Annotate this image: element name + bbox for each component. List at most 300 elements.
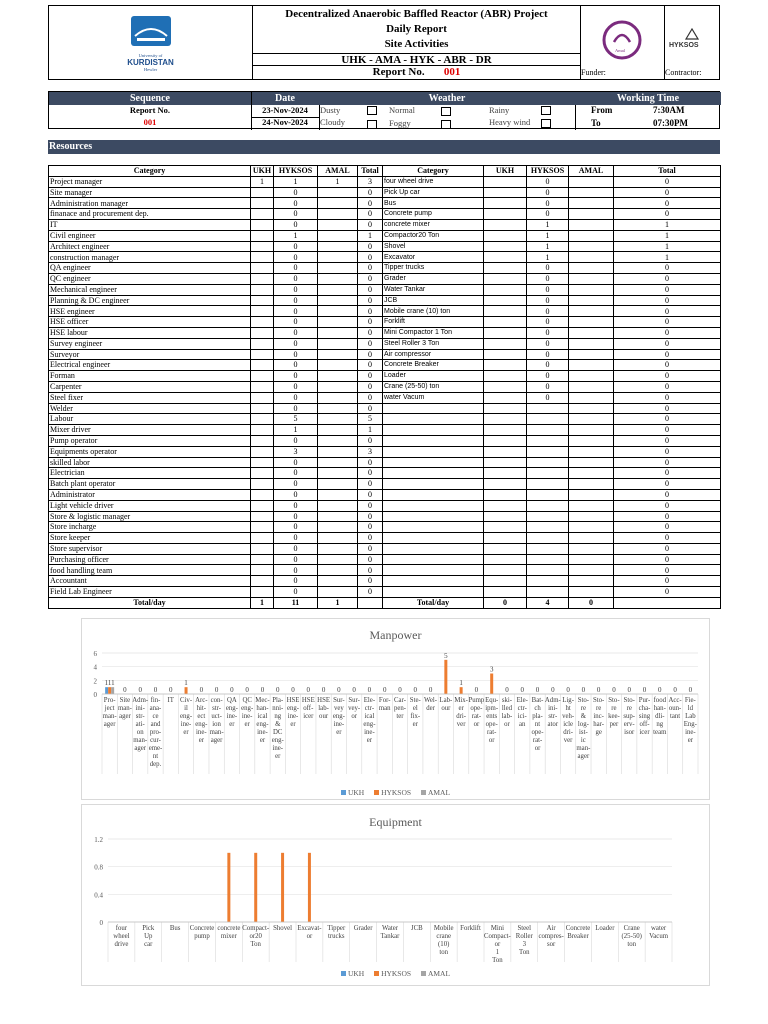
manpower-value: 0 <box>358 306 383 317</box>
equipment-value <box>484 295 527 306</box>
table-row <box>49 317 721 328</box>
report-section: Site Activities <box>384 38 449 50</box>
manpower-value: 0 <box>358 381 383 392</box>
manpower-category: QC engineer <box>49 273 251 284</box>
manpower-value <box>251 198 274 209</box>
table-row <box>49 468 721 479</box>
hyksos-logo-text: HYKSOS <box>669 42 699 49</box>
manpower-value <box>318 403 358 414</box>
total-value <box>358 597 383 608</box>
equipment-category: Water Tankar <box>383 284 484 295</box>
category-label: Pump ope-rat-or <box>468 697 485 728</box>
manpower-value: 1 <box>251 176 274 187</box>
manpower-category: Store incharge <box>49 522 251 533</box>
equipment-value <box>484 327 527 338</box>
equipment-value <box>569 209 614 220</box>
date-end: 24-Nov-2024 <box>262 117 308 127</box>
equipment-value: 0 <box>527 295 569 306</box>
table-row <box>49 176 721 187</box>
manpower-value: 0 <box>274 522 318 533</box>
equipment-category: Grader <box>383 273 484 284</box>
manpower-value: 0 <box>358 360 383 371</box>
manpower-category: Store supervisor <box>49 543 251 554</box>
manpower-value <box>318 479 358 490</box>
equipment-value: 0 <box>614 338 721 349</box>
equipment-value: 0 <box>527 327 569 338</box>
bar-hyksos <box>281 853 284 922</box>
resources-bar: Resources <box>48 140 720 154</box>
manpower-category: food handling team <box>49 565 251 576</box>
category-label: Acc-oun-tant <box>668 697 682 720</box>
manpower-value <box>318 446 358 457</box>
equipment-value: 0 <box>614 209 721 220</box>
manpower-value: 3 <box>358 446 383 457</box>
category-label: Fie-ld Lab Eng-ine-er <box>683 697 697 744</box>
col-amal: AMAL <box>318 166 358 177</box>
equipment-category: Excavator <box>383 252 484 263</box>
y-tick-label: 6 <box>93 650 97 658</box>
manpower-value: 0 <box>274 554 318 565</box>
manpower-value: 0 <box>274 511 318 522</box>
category-label: Pro-ject man-ager <box>102 697 117 728</box>
category-label: Shovel <box>273 925 293 932</box>
table-row <box>49 446 721 457</box>
equipment-value: 0 <box>527 381 569 392</box>
manpower-value <box>318 198 358 209</box>
manpower-category: Purchasing officer <box>49 554 251 565</box>
data-label: 0 <box>260 686 265 694</box>
data-label: 0 <box>352 686 356 694</box>
manpower-value <box>318 511 358 522</box>
category-label: Compact-or20 Ton <box>242 925 270 948</box>
equipment-value <box>484 176 527 187</box>
equipment-category: Steel Roller 3 Ton <box>383 338 484 349</box>
equipment-value: 1 <box>527 230 569 241</box>
equipment-category: Forklift <box>383 317 484 328</box>
equipment-value <box>569 219 614 230</box>
category-label: Ele-ctr-ici-an <box>516 697 528 728</box>
manpower-category: Steel fixer <box>49 392 251 403</box>
manpower-value: 0 <box>274 349 318 360</box>
sequence-panel <box>48 91 720 129</box>
category-label: Sur-vey-or <box>348 697 361 720</box>
university-seal-icon <box>129 14 173 48</box>
equipment-value: 0 <box>614 349 721 360</box>
equipment-value: 0 <box>527 209 569 220</box>
manpower-value: 0 <box>274 263 318 274</box>
manpower-value <box>251 565 274 576</box>
manpower-category: Equipments operator <box>49 446 251 457</box>
manpower-value <box>318 468 358 479</box>
equipment-total: 0 <box>614 468 721 479</box>
category-label: Mobile crane (10) ton <box>433 925 454 956</box>
report-codes: UHK - AMA - HYK - ABR - DR <box>253 53 580 66</box>
table-row <box>49 252 721 263</box>
equipment-chart <box>81 804 710 986</box>
equipment-value: 0 <box>527 317 569 328</box>
category-label: Arc-hit-ect eng-ine-er <box>195 697 208 744</box>
equipment-value <box>569 392 614 403</box>
manpower-value: 1 <box>358 425 383 436</box>
category-label: Sto-re kee-per <box>608 697 620 728</box>
manpower-value <box>318 425 358 436</box>
equipment-value: 0 <box>614 198 721 209</box>
category-label: Mix-er dri-ver <box>454 697 468 728</box>
category-label: Pla-nni-ng & DC eng-ine-er <box>271 697 284 760</box>
table-row <box>49 371 721 382</box>
data-label: 0 <box>673 686 677 694</box>
weather-cloudy-label: Cloudy <box>320 117 346 127</box>
category-label: Adm-ini-str-ator <box>544 697 561 728</box>
equipment-total: 0 <box>614 479 721 490</box>
category-label: ski-lled lab-or <box>501 697 513 728</box>
date-header: Date <box>251 92 319 105</box>
manpower-value <box>251 511 274 522</box>
equipment-value: 0 <box>614 360 721 371</box>
manpower-category: Store & logistic manager <box>49 511 251 522</box>
data-label: 0 <box>367 686 372 694</box>
manpower-category: Carpenter <box>49 381 251 392</box>
category-label: Loader <box>595 925 615 932</box>
equipment-category: concrete mixer <box>383 219 484 230</box>
manpower-value: 0 <box>358 543 383 554</box>
funder-cell <box>581 6 665 79</box>
category-label: Concrete pump <box>189 925 215 940</box>
manpower-value: 0 <box>358 295 383 306</box>
manpower-value <box>251 371 274 382</box>
weather-normal-checkbox[interactable] <box>441 107 451 116</box>
equipment-value: 0 <box>527 360 569 371</box>
manpower-value <box>318 587 358 598</box>
manpower-value: 0 <box>274 306 318 317</box>
data-label: 0 <box>581 686 586 694</box>
manpower-value: 0 <box>274 565 318 576</box>
table-row <box>49 219 721 230</box>
legend-eq-ukh: UKH <box>341 969 364 978</box>
data-label: 0 <box>275 686 280 694</box>
manpower-value <box>318 392 358 403</box>
col-category: Category <box>49 166 251 177</box>
manpower-value: 0 <box>358 565 383 576</box>
equipment-value <box>484 252 527 263</box>
category-label: Ele-ctr-ical eng-ine-er <box>363 697 376 744</box>
manpower-value: 0 <box>358 587 383 598</box>
table-row <box>49 489 721 500</box>
university-sub-text: Hewler <box>143 67 158 72</box>
y-tick-label: 0.8 <box>94 863 103 872</box>
manpower-value: 0 <box>274 403 318 414</box>
manpower-value <box>318 349 358 360</box>
category-label: food han-dli-ng team <box>653 697 667 736</box>
manpower-value: 0 <box>274 187 318 198</box>
equipment-value <box>484 230 527 241</box>
manpower-category: HSE officer <box>49 317 251 328</box>
manpower-value: 0 <box>274 219 318 230</box>
equipment-value: 0 <box>527 284 569 295</box>
table-row <box>49 338 721 349</box>
table-row <box>49 414 721 425</box>
equipment-total: 0 <box>614 565 721 576</box>
equipment-value: 0 <box>527 392 569 403</box>
manpower-value: 0 <box>358 209 383 220</box>
equipment-value <box>484 219 527 230</box>
manpower-value: 0 <box>274 576 318 587</box>
manpower-category: IT <box>49 219 251 230</box>
equipment-value: 0 <box>527 176 569 187</box>
equipment-value <box>484 263 527 274</box>
manpower-value <box>251 425 274 436</box>
manpower-value <box>251 230 274 241</box>
manpower-chart-title: Manpower <box>369 628 422 642</box>
manpower-category: Light vehicle driver <box>49 500 251 511</box>
university-top-text: University of <box>138 53 163 58</box>
col-eq-total: Total <box>614 166 721 177</box>
manpower-value: 0 <box>358 252 383 263</box>
weather-dusty-checkbox[interactable] <box>367 106 377 115</box>
manpower-value: 0 <box>274 468 318 479</box>
table-row <box>49 209 721 220</box>
university-name: KURDISTAN <box>127 58 174 67</box>
bar-hyksos <box>308 853 311 922</box>
manpower-value <box>318 187 358 198</box>
manpower-value: 0 <box>274 338 318 349</box>
table-row <box>49 392 721 403</box>
category-label: JCB <box>410 925 423 932</box>
manpower-value: 0 <box>358 263 383 274</box>
data-label: 0 <box>138 686 142 694</box>
table-row <box>49 187 721 198</box>
manpower-value <box>318 327 358 338</box>
manpower-value <box>318 338 358 349</box>
manpower-value: 3 <box>274 446 318 457</box>
equipment-total: 0 <box>614 511 721 522</box>
data-label: 0 <box>642 686 647 694</box>
manpower-value: 1 <box>358 230 383 241</box>
category-label: Crane (25-50) ton <box>621 925 642 948</box>
manpower-value <box>318 284 358 295</box>
equipment-value <box>484 371 527 382</box>
manpower-value <box>318 565 358 576</box>
data-label: 111 <box>104 679 115 688</box>
manpower-category: construction manager <box>49 252 251 263</box>
manpower-category: Welder <box>49 403 251 414</box>
manpower-category: skilled labor <box>49 457 251 468</box>
category-label: Site man-ager <box>117 697 132 720</box>
equipment-value <box>484 241 527 252</box>
manpower-value: 0 <box>358 327 383 338</box>
equipment-category: water Vacum <box>383 392 484 403</box>
manpower-value: 5 <box>358 414 383 425</box>
equipment-value: 0 <box>527 338 569 349</box>
weather-foggy-checkbox[interactable] <box>441 120 451 129</box>
category-label: IT <box>167 697 174 704</box>
category-label: con-str-uct-ion man-ager <box>209 697 224 744</box>
equipment-value: 0 <box>614 176 721 187</box>
equipment-total: 0 <box>614 457 721 468</box>
category-label: Sto-re & log-ist-ic man-ager <box>576 697 591 760</box>
manpower-value <box>251 317 274 328</box>
table-row <box>49 565 721 576</box>
manpower-category: HSE labour <box>49 327 251 338</box>
manpower-category: Electrician <box>49 468 251 479</box>
category-label: Mec-han-ical eng-ine-er <box>255 697 270 744</box>
manpower-value: 1 <box>274 176 318 187</box>
weather-dusty-label: Dusty <box>320 105 341 115</box>
manpower-value <box>251 403 274 414</box>
equipment-value: 1 <box>614 230 721 241</box>
col-eq-ukh: UKH <box>484 166 527 177</box>
equipment-value <box>569 187 614 198</box>
resources-table <box>48 165 721 609</box>
legend-amal: AMAL <box>421 788 450 797</box>
amal-logo-text: Amal <box>615 48 625 53</box>
manpower-value <box>251 209 274 220</box>
manpower-category: Store keeper <box>49 533 251 544</box>
eq-total-value: 0 <box>569 597 614 608</box>
equipment-value: 0 <box>614 392 721 403</box>
manpower-value <box>318 554 358 565</box>
bar-hyksos <box>227 853 230 922</box>
category-label: concrete mixer <box>217 925 241 940</box>
manpower-value <box>318 435 358 446</box>
equipment-value: 0 <box>614 371 721 382</box>
table-header-row <box>49 166 721 177</box>
manpower-value: 0 <box>274 317 318 328</box>
equipment-value <box>569 338 614 349</box>
table-row <box>49 403 721 414</box>
table-row <box>49 554 721 565</box>
category-label: four wheel drive <box>113 925 130 948</box>
manpower-value <box>318 543 358 554</box>
legend-eq-hyksos: HYKSOS <box>374 969 411 978</box>
manpower-value: 0 <box>358 554 383 565</box>
manpower-value <box>251 468 274 479</box>
manpower-value <box>251 306 274 317</box>
manpower-value <box>318 381 358 392</box>
manpower-category: Pump operator <box>49 435 251 446</box>
total-value: 1 <box>318 597 358 608</box>
manpower-value: 0 <box>274 273 318 284</box>
equipment-value <box>484 338 527 349</box>
equipment-value: 0 <box>527 306 569 317</box>
manpower-value: 0 <box>274 284 318 295</box>
equipment-total: 0 <box>614 533 721 544</box>
category-label: Sur-vey eng-ine-er <box>332 697 345 736</box>
manpower-value <box>318 360 358 371</box>
table-row <box>49 360 721 371</box>
col-ukh: UKH <box>251 166 274 177</box>
equipment-value <box>569 306 614 317</box>
manpower-value: 0 <box>358 371 383 382</box>
equipment-value <box>484 360 527 371</box>
manpower-value: 0 <box>358 511 383 522</box>
bar-hyksos <box>444 660 447 694</box>
equipment-value: 1 <box>614 241 721 252</box>
manpower-value: 0 <box>274 489 318 500</box>
category-label: Concrete Breaker <box>565 925 591 940</box>
manpower-value <box>318 306 358 317</box>
manpower-value <box>318 252 358 263</box>
category-label: fin-ana-ce and pro-cur-eme-nt dep. <box>148 697 163 768</box>
weather-cloudy-checkbox[interactable] <box>367 120 377 129</box>
category-label: Wel-der <box>424 697 438 712</box>
equipment-value: 1 <box>614 252 721 263</box>
manpower-value: 0 <box>358 468 383 479</box>
data-label: 0 <box>123 686 127 694</box>
table-row <box>49 543 721 554</box>
equipment-value: 0 <box>614 263 721 274</box>
equipment-value <box>484 187 527 198</box>
manpower-value: 0 <box>358 273 383 284</box>
category-label: Bus <box>169 925 181 932</box>
equipment-value <box>569 176 614 187</box>
manpower-value: 0 <box>358 349 383 360</box>
equipment-category: Shovel <box>383 241 484 252</box>
weather-foggy-label: Foggy <box>389 118 411 128</box>
weather-rainy-checkbox[interactable] <box>541 106 551 115</box>
y-tick-label: 0 <box>93 691 97 699</box>
table-row <box>49 522 721 533</box>
manpower-value: 0 <box>358 489 383 500</box>
col-total: Total <box>358 166 383 177</box>
equipment-legend <box>82 969 709 978</box>
table-row <box>49 273 721 284</box>
equipment-value: 0 <box>527 273 569 284</box>
data-label: 3 <box>489 665 494 674</box>
category-label: Water Tankar <box>380 925 400 940</box>
manpower-value: 1 <box>274 425 318 436</box>
equipment-value <box>484 209 527 220</box>
data-label: 0 <box>169 686 173 694</box>
equipment-value: 1 <box>527 252 569 263</box>
data-label: 0 <box>627 686 631 694</box>
university-logo <box>49 6 253 79</box>
equipment-value: 0 <box>527 198 569 209</box>
manpower-legend <box>82 788 709 797</box>
equipment-value: 0 <box>614 273 721 284</box>
data-label: 0 <box>413 686 418 694</box>
category-label: Pick Up car <box>142 925 155 948</box>
data-label: 0 <box>505 686 509 694</box>
data-label: 0 <box>398 686 402 694</box>
data-label: 0 <box>535 686 540 694</box>
manpower-value <box>318 219 358 230</box>
manpower-value <box>318 317 358 328</box>
equipment-value: 0 <box>527 263 569 274</box>
equipment-total: 0 <box>614 446 721 457</box>
equipment-total: 0 <box>614 500 721 511</box>
manpower-category: Planning & DC engineer <box>49 295 251 306</box>
weather-heavy-wind-checkbox[interactable] <box>541 119 551 128</box>
manpower-category: finanace and procurement dep. <box>49 209 251 220</box>
category-label: Air compres-sor <box>538 925 564 948</box>
manpower-category: Forman <box>49 371 251 382</box>
equipment-value: 0 <box>527 187 569 198</box>
bar-ukh <box>105 687 108 694</box>
manpower-value: 0 <box>274 543 318 554</box>
manpower-category: Labour <box>49 414 251 425</box>
report-no-label: Report No. <box>129 105 171 115</box>
total-label: Total/day <box>49 597 251 608</box>
manpower-value <box>251 533 274 544</box>
manpower-value: 0 <box>274 381 318 392</box>
table-row <box>49 511 721 522</box>
equipment-total: 0 <box>614 414 721 425</box>
manpower-value <box>251 273 274 284</box>
category-label: Sto-re sup-erv-isor <box>623 697 636 736</box>
report-subtitle: Daily Report <box>386 23 447 35</box>
equipment-value: 0 <box>614 284 721 295</box>
